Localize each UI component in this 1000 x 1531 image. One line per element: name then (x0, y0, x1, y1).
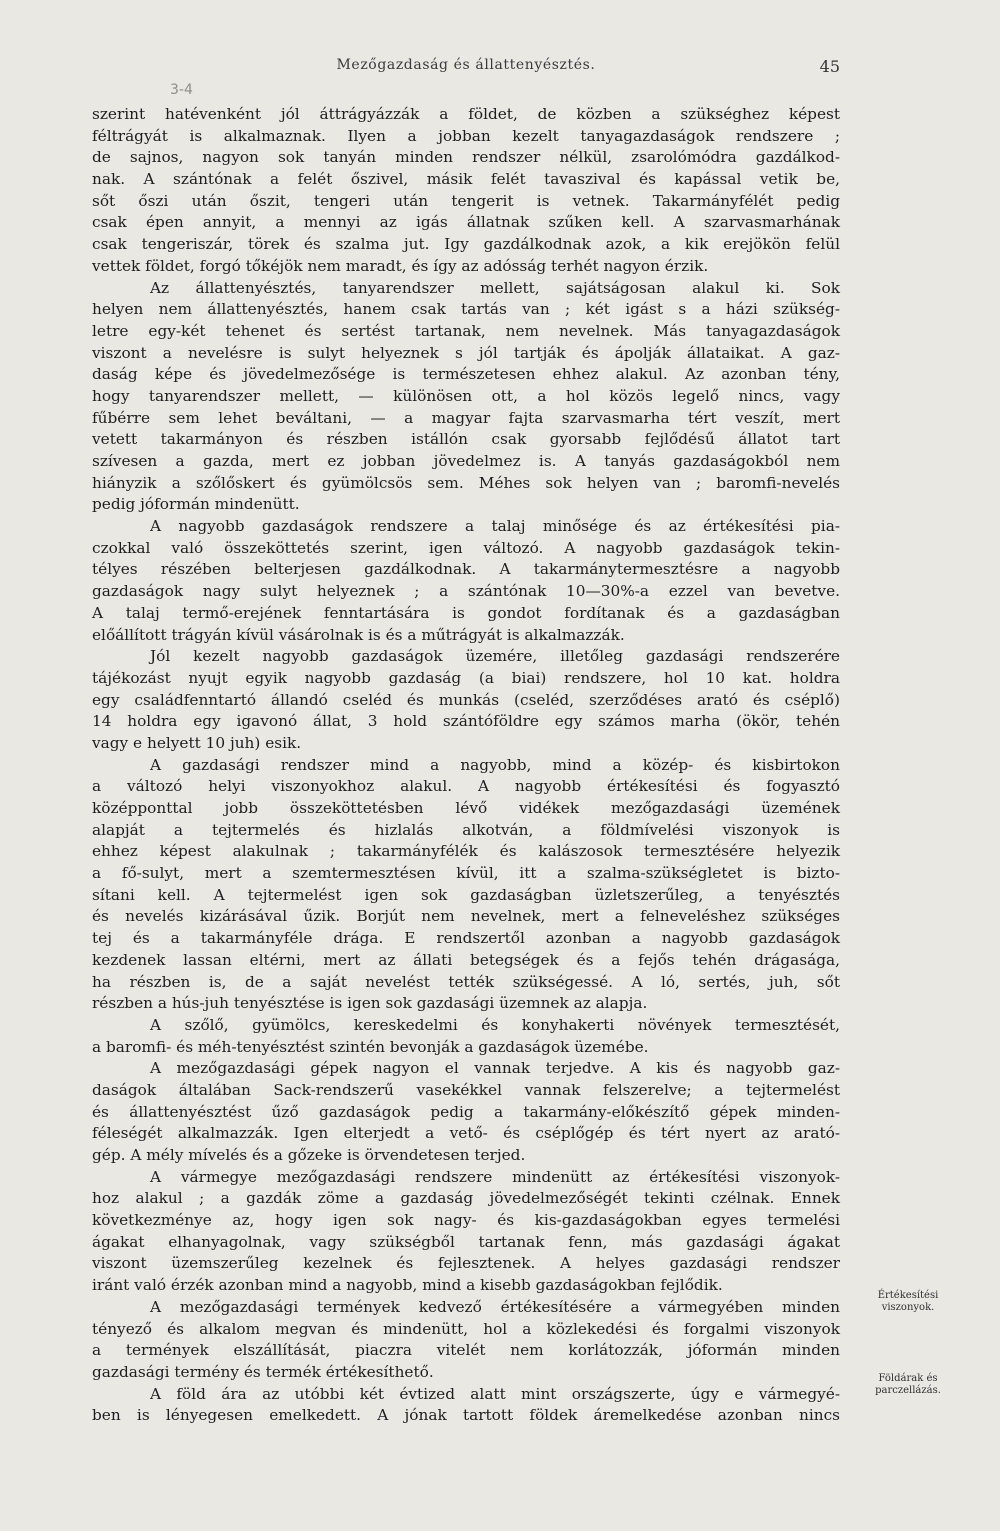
text-line: és nevelés kizárásával űzik. Borjút nem nevelnek, mert a felneveléshez szükséges (92, 907, 840, 926)
text-line: A szőlő, gyümölcs, kereskedelmi és konyhakerti növények termesztését, (150, 1015, 840, 1034)
text-line: a fő-sulyt, mert a szemtermesztésen kívül, itt a szalma-szükségletet is bizto- (92, 864, 840, 883)
margin-note-line: viszonyok. (881, 1302, 935, 1313)
text-line: letre egy-két tehenet és sertést tartanak, nem nevelnek. Más tanyagazdaságok (92, 321, 840, 340)
text-line: és állattenyésztést űző gazdaságok pedig a takarmány-előkészítő gépek minden- (92, 1102, 840, 1121)
text-line: kezdenek lassan eltérni, mert az állati betegségek és a fejős tehén drágasága, (92, 950, 840, 969)
text-line: féleségét alkalmazzák. Igen elterjedt a vető- és cséplőgép és tért nyert az arató- (92, 1124, 840, 1143)
text-line: Az állattenyésztés, tanyarendszer mellett, sajátságosan alakul ki. Sok (150, 278, 840, 297)
text-line: iránt való érzék azonban mind a nagyobb, mind a kisebb gazdaságokban fejlődik. (92, 1276, 723, 1295)
text-line: részben a hús-juh tenyésztése is igen sok gazdasági üzemnek az alapja. (92, 994, 648, 1013)
margin-note-line: Értékesítési (877, 1290, 939, 1301)
text-line: gép. A mély mívelés és a gőzeke is örvendetesen terjed. (92, 1146, 526, 1164)
text-line: hiányzik a szőlőskert és gyümölcsös sem. Méhes sok helyen van ; baromfi-nevelés (92, 473, 840, 492)
text-line: vettek földet, forgó tőkéjök nem maradt, és így az adósság terhét nagyon érzik. (92, 256, 709, 275)
text-line: pedig jóformán mindenütt. (92, 495, 300, 514)
text-line: viszont a nevelésre is sulyt helyeznek s jól tartják és ápolják állataikat. A gaz- (92, 343, 840, 362)
text-line: A mezőgazdasági gépek nagyon el vannak terjedve. A kis és nagyobb gaz- (150, 1059, 840, 1078)
text-line: Jól kezelt nagyobb gazdaságok üzemére, illetőleg gazdasági rendszerére (150, 647, 840, 666)
text-line: alapját a tejtermelés és hizlalás alkotván, a földmívelési viszonyok is (92, 820, 840, 839)
text-line: következménye az, hogy igen sok nagy- és kis-gazdaságokban egyes termelési (92, 1211, 840, 1230)
text-line: előállított trágyán kívül vásárolnak is és a műtrágyát is alkalmazzák. (92, 625, 625, 644)
text-line: féltrágyát is alkalmaznak. Ilyen a jobban kezelt tanyagazdaságok rendszere ; (92, 126, 840, 145)
text-line: daság képe és jövedelmezősége is természetesen ehhez alakul. Az azonban tény, (92, 365, 840, 384)
page-header (92, 57, 840, 81)
margin-note-line: parczellázás. (875, 1385, 941, 1396)
text-line: szívesen a gazda, mert ez jobban jövedelmez is. A tanyás gazdaságokból nem (92, 452, 840, 470)
text-line: gazdasági termény és termék értékesíthető. (92, 1362, 434, 1381)
text-line: hoz alakul ; a gazdák zöme a gazdaság jövedelmezőségét tekinti czélnak. Ennek (92, 1189, 840, 1208)
text-line: a változó helyi viszonyokhoz alakul. A nagyobb értékesítési és fogyasztó (92, 777, 840, 796)
text-line: vetett takarmányon és részben istállón csak gyorsabb fejlődésű állatot tart (92, 430, 840, 449)
text-line: ha részben is, de a saját nevelést tették szükségessé. A ló, sertés, juh, sőt (92, 972, 840, 991)
text-line: A talaj termő-erejének fenntartására is gondot fordítanak és a gazdaságban (92, 603, 840, 622)
text-line: sőt őszi után őszit, tengeri után tengerit is vetnek. Takarmányfélét pedig (92, 191, 840, 210)
text-line: A föld ára az utóbbi két évtized alatt mint országszerte, úgy e vármegyé- (150, 1384, 840, 1403)
margin-note-ertekesitesi (858, 1290, 958, 1314)
text-line: egy családfenntartó állandó cseléd és munkás (cseléd, szerződéses arató és cséplő) (92, 690, 840, 709)
text-line: czokkal való összeköttetés szerint, igen változó. A nagyobb gazdaságok tekin- (92, 538, 840, 557)
pencil-annotation: 3-4 (170, 82, 193, 98)
body-text (92, 104, 840, 1427)
text-line: A mezőgazdasági termények kedvező értékesítésére a vármegyében minden (150, 1297, 840, 1316)
text-line: tej és a takarmányféle drága. E rendszertől azonban a nagyobb gazdaságok (92, 929, 840, 948)
running-title: Mezőgazdaság és állattenyésztés. (336, 57, 596, 73)
text-line: csak épen annyit, a mennyi az igás állatnak szűken kell. A szarvasmarhának (92, 213, 840, 232)
text-line: a termények elszállítását, piaczra vitelét nem korlátozzák, jóformán minden (92, 1341, 840, 1360)
text-line: gazdaságok nagy sulyt helyeznek ; a szántónak 10—30%-a ezzel van bevetve. (92, 582, 840, 601)
text-line: nak. A szántónak a felét őszivel, másik felét tavaszival és kapással vetik be, (92, 170, 840, 189)
text-line: csak tengeriszár, törek és szalma jut. Igy gazdálkodnak azok, a kik erejökön felül (92, 235, 840, 254)
text-line: A nagyobb gazdaságok rendszere a talaj minősége és az értékesítési pia- (150, 517, 840, 536)
text-line: hogy tanyarendszer mellett, — különösen ott, a hol közös legelő nincs, vagy (92, 386, 840, 405)
text-line: vagy e helyett 10 juh) esik. (92, 733, 302, 752)
page-number: 45 (819, 57, 840, 76)
text-line: fűbérre sem lehet beváltani, — a magyar fajta szarvasmarha tért veszít, mert (92, 408, 840, 427)
text-line: viszont üzemszerűleg kezelnek és fejlesztenek. A helyes gazdasági rendszer (92, 1254, 840, 1273)
text-line: 14 holdra egy igavonó állat, 3 hold szántóföldre egy számos marha (ökör, tehén (92, 712, 840, 731)
text-line: szerint hatévenként jól áttrágyázzák a földet, de közben a szükséghez képest (92, 105, 840, 123)
text-line: ben is lényegesen emelkedett. A jónak tartott földek áremelkedése azonban nincs (92, 1406, 840, 1425)
margin-note-foldarak (858, 1373, 958, 1397)
text-line: tájékozást nyujt egyik nagyobb gazdaság (a biai) rendszere, hol 10 kat. holdra (92, 668, 840, 687)
text-line: A vármegye mezőgazdasági rendszere mindenütt az értékesítési viszonyok- (150, 1167, 840, 1186)
text-line: tényező és alkalom megvan és mindenütt, hol a közlekedési és forgalmi viszonyok (92, 1319, 840, 1338)
text-line: daságok általában Sack-rendszerű vasekékkel vannak felszerelve; a tejtermelést (92, 1080, 840, 1099)
text-line: középponttal jobb összeköttetésben lévő vidékek mezőgazdasági üzemének (92, 799, 840, 817)
text-line: ehhez képest alakulnak ; takarmányfélék és kalászosok termesztésére helyezik (92, 842, 840, 861)
text-line: télyes részében belterjesen gazdálkodnak. A takarmánytermesztésre a nagyobb (92, 560, 840, 579)
margin-note-line: Földárak és (878, 1373, 938, 1384)
text-line: A gazdasági rendszer mind a nagyobb, mind a közép- és kisbirtokon (150, 755, 840, 774)
text-line: a baromfi- és méh-tenyésztést szintén bevonják a gazdaságok üzemébe. (92, 1037, 649, 1056)
text-line: de sajnos, nagyon sok tanyán minden rendszer nélkül, zsarolómódra gazdálkod- (92, 148, 840, 167)
text-line: ágakat elhanyagolnak, vagy szükségből tartanak fenn, más gazdasági ágakat (92, 1232, 840, 1251)
text-line: sítani kell. A tejtermelést igen sok gazdaságban üzletszerűleg, a tenyésztés (92, 885, 840, 904)
text-line: helyen nem állattenyésztés, hanem csak tartás van ; két igást s a házi szükség- (92, 300, 840, 319)
